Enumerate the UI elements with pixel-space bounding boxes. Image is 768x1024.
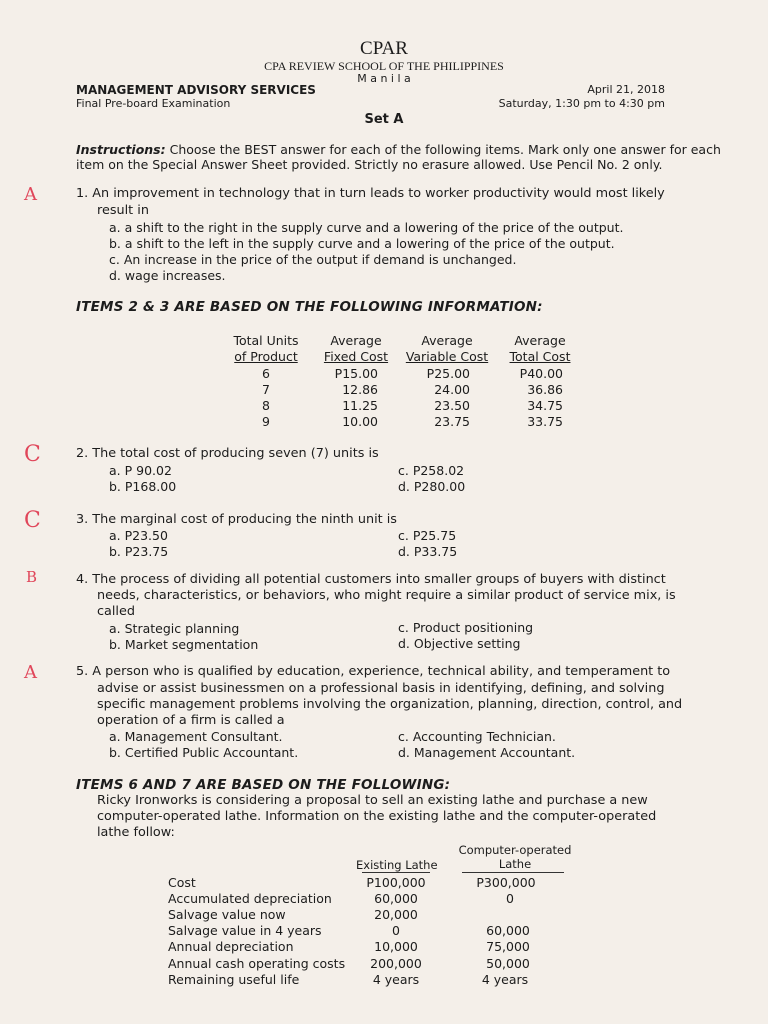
department: MANAGEMENT ADVISORY SERVICES bbox=[76, 83, 316, 97]
t2-r2-computer: 0 bbox=[506, 891, 514, 906]
q3-option-d: d. P33.75 bbox=[398, 544, 458, 559]
handwritten-answer-2: C bbox=[24, 442, 41, 467]
t1-header-afc-1: Average bbox=[330, 333, 382, 348]
t2-r1-computer: P300,000 bbox=[476, 875, 536, 890]
q2-option-b: b. P168.00 bbox=[109, 479, 177, 494]
q2-option-a: a. P 90.02 bbox=[109, 463, 172, 478]
t1-header-atc-1: Average bbox=[514, 333, 566, 348]
section-heading-6-7: ITEMS 6 AND 7 ARE BASED ON THE FOLLOWING: bbox=[76, 777, 451, 793]
exam-date: April 21, 2018 bbox=[587, 83, 665, 96]
instructions-label: Instructions: bbox=[76, 142, 166, 157]
q1-stem-1: 1. An improvement in technology that in turn leads to worker productivity would most likely bbox=[76, 186, 665, 201]
t1-r2-atc: 36.86 bbox=[527, 382, 563, 397]
q4-option-a: a. Strategic planning bbox=[109, 621, 240, 636]
city: M a n i l a bbox=[357, 72, 411, 85]
q2-option-c: c. P258.02 bbox=[398, 463, 465, 478]
section-heading-2-3: ITEMS 2 & 3 ARE BASED ON THE FOLLOWING INFORMATION: bbox=[76, 299, 543, 315]
info67-line-1: Ricky Ironworks is considering a proposal to sell an existing lathe and purchase a new bbox=[97, 793, 648, 808]
q1-option-a: a. a shift to the right in the supply curve and a lowering of the price of the output. bbox=[109, 220, 624, 235]
t2-r3-label: Salvage value now bbox=[168, 907, 286, 922]
q1-stem-2: result in bbox=[97, 203, 149, 218]
q5-stem-3: specific management problems involving the organization, planning, direction, control, and bbox=[97, 697, 683, 712]
handwritten-answer-4: B bbox=[26, 568, 38, 586]
t2-header-existing-rule bbox=[362, 872, 430, 873]
q5-stem-1: 5. A person who is qualified by education, experience, technical ability, and temperament to bbox=[76, 664, 671, 679]
t1-r2-afc: 12.86 bbox=[342, 382, 378, 397]
q4-stem-2: needs, characteristics, or behaviors, who might require a similar product of service mix, is bbox=[97, 588, 676, 603]
q5-stem-4: operation of a firm is called a bbox=[97, 713, 285, 728]
q3-option-c: c. P25.75 bbox=[398, 528, 457, 543]
q4-stem-1: 4. The process of dividing all potential customers into smaller groups of buyers with distinct bbox=[76, 572, 666, 587]
t1-r1-atc: P40.00 bbox=[519, 366, 563, 381]
t1-header-units-2: of Product bbox=[234, 349, 298, 364]
t2-r5-label: Annual depreciation bbox=[168, 939, 294, 954]
t2-r3-existing: 20,000 bbox=[374, 907, 418, 922]
q1-option-c: c. An increase in the price of the output if demand is unchanged. bbox=[109, 252, 517, 267]
t2-r4-label: Salvage value in 4 years bbox=[168, 923, 322, 938]
t2-header-existing: Existing Lathe bbox=[356, 858, 438, 872]
q3-stem: 3. The marginal cost of producing the ninth unit is bbox=[76, 512, 397, 527]
t2-r7-label: Remaining useful life bbox=[168, 972, 300, 987]
q4-option-c: c. Product positioning bbox=[398, 620, 534, 635]
info67-line-2: computer-operated lathe. Information on the existing lathe and the computer-operated bbox=[97, 809, 657, 824]
t2-r4-existing: 0 bbox=[392, 923, 400, 938]
t2-r7-computer: 4 years bbox=[481, 972, 529, 987]
t1-r3-units: 8 bbox=[262, 398, 270, 413]
q4-stem-3: called bbox=[97, 604, 135, 619]
exam-set: Set A bbox=[364, 112, 404, 127]
instructions-line-1 bbox=[76, 142, 721, 157]
t1-r3-avc: 23.50 bbox=[434, 398, 470, 413]
instructions-line-2: item on the Special Answer Sheet provided. Strictly no erasure allowed. Use Pencil No. 2 only. bbox=[76, 157, 663, 172]
t1-r2-units: 7 bbox=[262, 382, 270, 397]
handwritten-answer-1: A bbox=[24, 184, 37, 205]
q5-option-a: a. Management Consultant. bbox=[109, 729, 283, 744]
t2-header-computer-1: Computer-operated bbox=[458, 843, 572, 857]
t1-r4-atc: 33.75 bbox=[527, 414, 563, 429]
t1-r3-atc: 34.75 bbox=[527, 398, 563, 413]
q1-option-b: b. a shift to the left in the supply curve and a lowering of the price of the output. bbox=[109, 236, 615, 251]
t2-r5-computer: 75,000 bbox=[486, 939, 530, 954]
q5-option-c: c. Accounting Technician. bbox=[398, 729, 556, 744]
q5-option-b: b. Certified Public Accountant. bbox=[109, 745, 299, 760]
t1-r1-units: 6 bbox=[262, 366, 270, 381]
t2-header-computer-2: Lathe bbox=[498, 857, 532, 871]
q3-option-a: a. P23.50 bbox=[109, 528, 168, 543]
school-name: CPA REVIEW SCHOOL OF THE PHILIPPINES bbox=[264, 59, 504, 73]
t1-r3-afc: 11.25 bbox=[342, 398, 378, 413]
t2-r5-existing: 10,000 bbox=[374, 939, 418, 954]
t1-header-atc-2: Total Cost bbox=[509, 349, 571, 364]
q3-option-b: b. P23.75 bbox=[109, 544, 169, 559]
t1-r1-avc: P25.00 bbox=[426, 366, 470, 381]
header-title: CPAR bbox=[360, 38, 408, 59]
q4-option-b: b. Market segmentation bbox=[109, 637, 259, 652]
exam-time: Saturday, 1:30 pm to 4:30 pm bbox=[498, 97, 665, 110]
q5-stem-2: advise or assist businessmen on a professional basis in identifying, defining, and solving bbox=[97, 681, 665, 696]
t2-r2-existing: 60,000 bbox=[374, 891, 418, 906]
t1-header-avc-1: Average bbox=[421, 333, 473, 348]
handwritten-answer-5: A bbox=[24, 662, 37, 683]
t1-r2-avc: 24.00 bbox=[434, 382, 470, 397]
t1-header-avc-2: Variable Cost bbox=[405, 349, 489, 364]
q2-option-d: d. P280.00 bbox=[398, 479, 466, 494]
t1-r1-afc: P15.00 bbox=[334, 366, 378, 381]
q1-option-d: d. wage increases. bbox=[109, 268, 226, 283]
q4-option-d: d. Objective setting bbox=[398, 636, 521, 651]
t1-header-afc-2: Fixed Cost bbox=[323, 349, 389, 364]
t2-r2-label: Accumulated depreciation bbox=[168, 891, 332, 906]
t2-r6-computer: 50,000 bbox=[486, 956, 530, 971]
t1-r4-avc: 23.75 bbox=[434, 414, 470, 429]
t2-r4-computer: 60,000 bbox=[486, 923, 530, 938]
t2-r7-existing: 4 years bbox=[372, 972, 420, 987]
t2-header-computer-rule bbox=[462, 872, 564, 873]
t2-r6-label: Annual cash operating costs bbox=[168, 956, 346, 971]
info67-line-3: lathe follow: bbox=[97, 825, 175, 840]
t2-r1-existing: P100,000 bbox=[366, 875, 426, 890]
exam-name: Final Pre-board Examination bbox=[76, 97, 231, 110]
t2-r1-label: Cost bbox=[168, 875, 196, 890]
t1-header-units-1: Total Units bbox=[233, 333, 299, 348]
t1-r4-units: 9 bbox=[262, 414, 270, 429]
q5-option-d: d. Management Accountant. bbox=[398, 745, 576, 760]
instructions-text-1: Choose the BEST answer for each of the following items. Mark only one answer for each bbox=[165, 142, 721, 157]
t1-r4-afc: 10.00 bbox=[342, 414, 378, 429]
t2-r6-existing: 200,000 bbox=[370, 956, 422, 971]
handwritten-answer-3: C bbox=[24, 508, 41, 533]
q2-stem: 2. The total cost of producing seven (7) units is bbox=[76, 446, 379, 461]
